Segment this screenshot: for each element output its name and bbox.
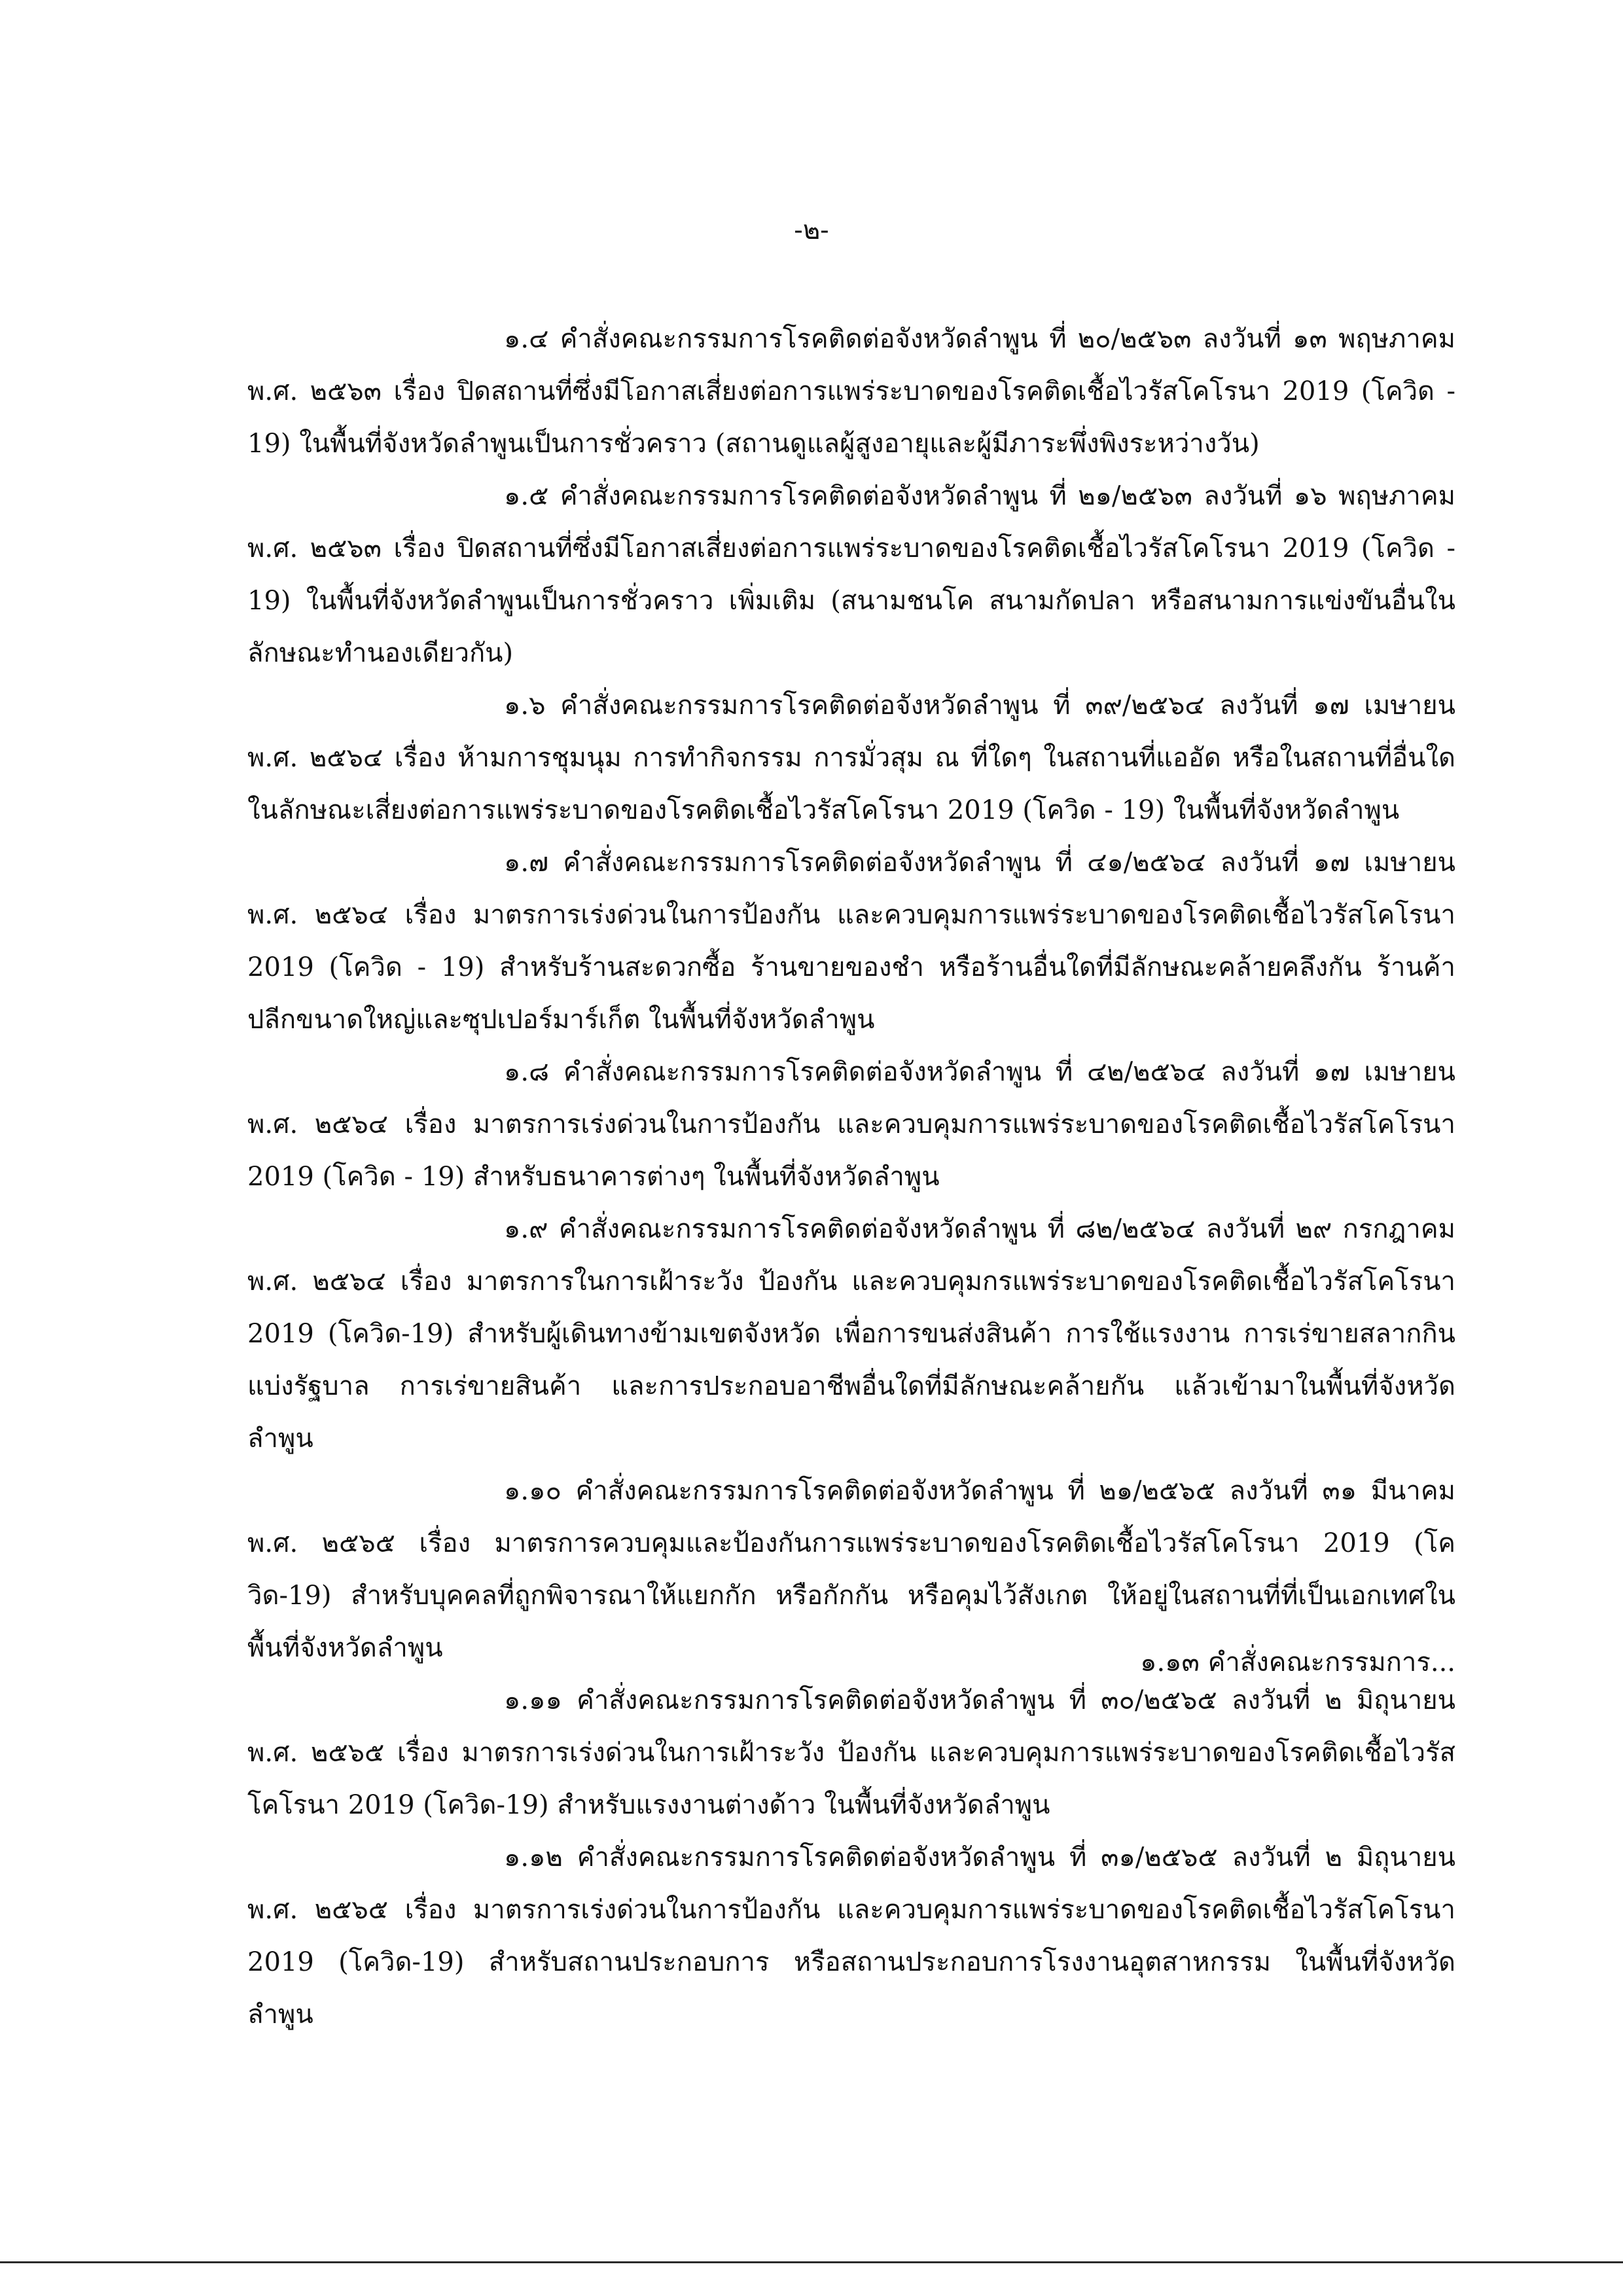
order-item-1-4: ๑.๔ คำสั่งคณะกรรมการโรคติดต่อจังหวัดลำพูน ที่ ๒๐/๒๕๖๓ ลงวันที่ ๑๓ พฤษภาคม พ.ศ. ๒๕๖๓ เรื่อง ปิดสถานที่ซึ่งมีโอกาสเสี่ยงต่อการแพร่ระบาดของโรคติดเชื้อไวรัสโคโรนา 2019 (โควิด - 19) ในพื้นที่จังหวัดลำพูนเป็นการชั่วคราว (สถานดูแลผู้สูงอายุและผู้มีภาระพึ่งพิงระหว่างวัน)	[247, 324, 1455, 459]
order-item-1-12: ๑.๑๒ คำสั่งคณะกรรมการโรคติดต่อจังหวัดลำพูน ที่ ๓๑/๒๕๖๕ ลงวันที่ ๒ มิถุนายน พ.ศ. ๒๕๖๕ เรื่อง มาตรการเร่งด่วนในการป้องกัน และควบคุมการแพร่ระบาดของโรคติดเชื้อไวรัสโคโรนา 2019 (โควิด-19) สำหรับสถานประกอบการ หรือสถานประกอบการโรงงานอุตสาหกรรม ในพื้นที่จังหวัดลำพูน	[247, 1842, 1455, 2030]
order-item-1-5: ๑.๕ คำสั่งคณะกรรมการโรคติดต่อจังหวัดลำพูน ที่ ๒๑/๒๕๖๓ ลงวันที่ ๑๖ พฤษภาคม พ.ศ. ๒๕๖๓ เรื่อง ปิดสถานที่ซึ่งมีโอกาสเสี่ยงต่อการแพร่ระบาดของโรคติดเชื้อไวรัสโคโรนา 2019 (โควิด - 19) ในพื้นที่จังหวัดลำพูนเป็นการชั่วคราว เพิ่มเติม (สนามชนโค สนามกัดปลา หรือสนามการแข่งขันอื่นในลักษณะทำนองเดียวกัน)	[247, 481, 1455, 668]
order-item-1-6: ๑.๖ คำสั่งคณะกรรมการโรคติดต่อจังหวัดลำพูน ที่ ๓๙/๒๕๖๔ ลงวันที่ ๑๗ เมษายน พ.ศ. ๒๕๖๔ เรื่อง ห้ามการชุมนุม การทำกิจกรรม การมั่วสุม ณ ที่ใดๆ ในสถานที่แออัด หรือในสถานที่อื่นใดในลักษณะเสี่ยงต่อการแพร่ระบาดของโรคติดเชื้อไวรัสโคโรนา 2019 (โควิด - 19) ในพื้นที่จังหวัดลำพูน	[247, 691, 1455, 825]
order-item-1-8: ๑.๘ คำสั่งคณะกรรมการโรคติดต่อจังหวัดลำพูน ที่ ๔๒/๒๕๖๔ ลงวันที่ ๑๗ เมษายน พ.ศ. ๒๕๖๔ เรื่อง มาตรการเร่งด่วนในการป้องกัน และควบคุมการแพร่ระบาดของโรคติดเชื้อไวรัสโคโรนา 2019 (โควิด - 19) สำหรับธนาคารต่างๆ ในพื้นที่จังหวัดลำพูน	[247, 1057, 1455, 1192]
continuation-text: ๑.๑๓ คำสั่งคณะกรรมการ...	[1140, 1647, 1455, 1677]
page-number: -๒-	[794, 215, 829, 245]
order-item-1-10: ๑.๑๐ คำสั่งคณะกรรมการโรคติดต่อจังหวัดลำพูน ที่ ๒๑/๒๕๖๕ ลงวันที่ ๓๑ มีนาคม พ.ศ. ๒๕๖๕ เรื่อง มาตรการควบคุมและป้องกันการแพร่ระบาดของโรคติดเชื้อไวรัสโคโรนา 2019 (โควิด-19) สำหรับบุคคลที่ถูกพิจารณาให้แยกกัก หรือกักกัน หรือคุมไว้สังเกต ให้อยู่ในสถานที่ที่เป็นเอกเทศในพื้นที่จังหวัดลำพูน	[247, 1476, 1455, 1663]
order-item-1-11: ๑.๑๑ คำสั่งคณะกรรมการโรคติดต่อจังหวัดลำพูน ที่ ๓๐/๒๕๖๕ ลงวันที่ ๒ มิถุนายน พ.ศ. ๒๕๖๕ เรื่อง มาตรการเร่งด่วนในการเฝ้าระวัง ป้องกัน และควบคุมการแพร่ระบาดของโรคติดเชื้อไวรัสโคโรนา 2019 (โควิด-19) สำหรับแรงงานต่างด้าว ในพื้นที่จังหวัดลำพูน	[247, 1685, 1455, 1820]
order-item-1-7: ๑.๗ คำสั่งคณะกรรมการโรคติดต่อจังหวัดลำพูน ที่ ๔๑/๒๕๖๔ ลงวันที่ ๑๗ เมษายน พ.ศ. ๒๕๖๔ เรื่อง มาตรการเร่งด่วนในการป้องกัน และควบคุมการแพร่ระบาดของโรคติดเชื้อไวรัสโคโรนา 2019 (โควิด - 19) สำหรับร้านสะดวกซื้อ ร้านขายของชำ หรือร้านอื่นใดที่มีลักษณะคล้ายคลึงกัน ร้านค้าปลีกขนาดใหญ่และซุปเปอร์มาร์เก็ต ในพื้นที่จังหวัดลำพูน	[247, 848, 1455, 1035]
document-body	[247, 313, 1455, 2041]
order-item-1-9: ๑.๙ คำสั่งคณะกรรมการโรคติดต่อจังหวัดลำพูน ที่ ๘๒/๒๕๖๔ ลงวันที่ ๒๙ กรกฎาคม พ.ศ. ๒๕๖๔ เรื่อง มาตรการในการเฝ้าระวัง ป้องกัน และควบคุมกรแพร่ระบาดของโรคติดเชื้อไวรัสโคโรนา 2019 (โควิด-19) สำหรับผู้เดินทางข้ามเขตจังหวัด เพื่อการขนส่งสินค้า การใช้แรงงาน การเร่ขายสลากกินแบ่งรัฐบาล การเร่ขายสินค้า และการประกอบอาชีพอื่นใดที่มีลักษณะคล้ายกัน แล้วเข้ามาในพื้นที่จังหวัดลำพูน	[247, 1214, 1455, 1454]
bottom-divider	[0, 2261, 1623, 2263]
